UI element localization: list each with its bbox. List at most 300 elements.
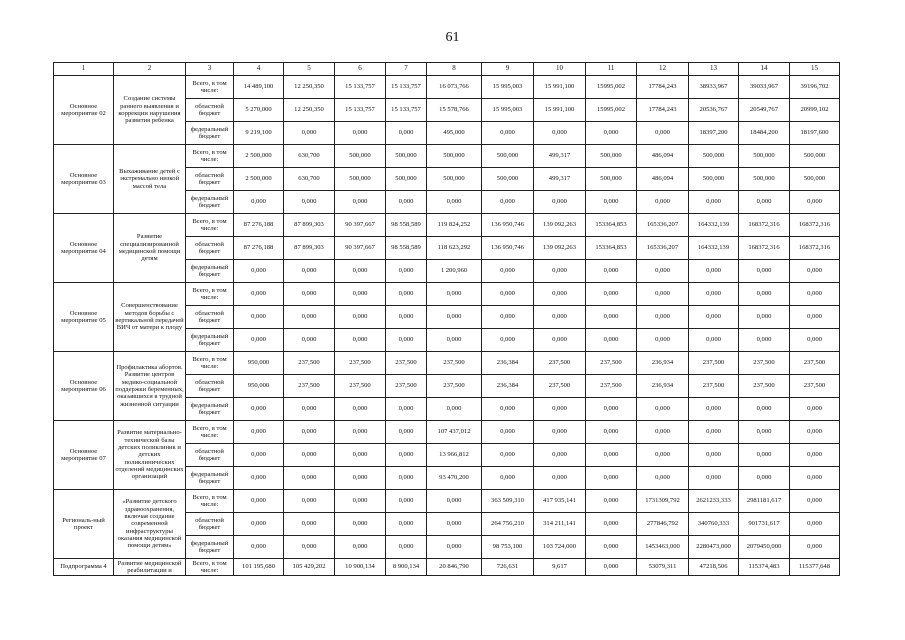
amount-cell: 237,500 xyxy=(284,352,335,375)
amount-cell: 39033,967 xyxy=(739,76,790,99)
amount-cell: 0,000 xyxy=(739,421,790,444)
amount-cell: 0,000 xyxy=(586,398,637,421)
amount-cell: 1453463,000 xyxy=(637,536,689,559)
amount-cell: 0,000 xyxy=(386,191,427,214)
amount-cell: 9,617 xyxy=(534,559,586,576)
amount-cell: 118 623,292 xyxy=(427,237,482,260)
measure-name: Основное мероприятие 06 xyxy=(54,352,114,421)
amount-cell: 0,000 xyxy=(284,306,335,329)
amount-cell: 0,000 xyxy=(386,306,427,329)
amount-cell: 500,000 xyxy=(482,168,534,191)
amount-cell: 0,000 xyxy=(284,398,335,421)
amount-cell: 0,000 xyxy=(790,513,840,536)
amount-cell: 0,000 xyxy=(534,306,586,329)
amount-cell: 277846,792 xyxy=(637,513,689,536)
amount-cell: 0,000 xyxy=(790,191,840,214)
amount-cell: 0,000 xyxy=(637,191,689,214)
amount-cell: 0,000 xyxy=(335,306,386,329)
amount-cell: 0,000 xyxy=(234,467,284,490)
amount-cell: 0,000 xyxy=(586,467,637,490)
funding-source: Всего, в том числе: xyxy=(186,421,234,444)
amount-cell: 0,000 xyxy=(335,122,386,145)
amount-cell: 0,000 xyxy=(586,191,637,214)
amount-cell: 0,000 xyxy=(386,283,427,306)
amount-cell: 0,000 xyxy=(637,283,689,306)
amount-cell: 0,000 xyxy=(234,260,284,283)
amount-cell: 15 995,003 xyxy=(482,76,534,99)
table-row xyxy=(54,421,840,444)
amount-cell: 136 950,746 xyxy=(482,237,534,260)
funding-source: федеральный бюджет xyxy=(186,398,234,421)
funding-source: Всего, в том числе: xyxy=(186,214,234,237)
amount-cell: 950,000 xyxy=(234,375,284,398)
amount-cell: 0,000 xyxy=(790,421,840,444)
amount-cell: 0,000 xyxy=(427,490,482,513)
amount-cell: 0,000 xyxy=(482,398,534,421)
amount-cell: 93 470,200 xyxy=(427,467,482,490)
column-number: 15 xyxy=(790,63,840,76)
amount-cell: 0,000 xyxy=(534,398,586,421)
amount-cell: 12 250,350 xyxy=(284,76,335,99)
amount-cell: 0,000 xyxy=(284,260,335,283)
amount-cell: 237,500 xyxy=(586,352,637,375)
amount-cell: 18484,200 xyxy=(739,122,790,145)
amount-cell: 0,000 xyxy=(386,421,427,444)
amount-cell: 500,000 xyxy=(427,145,482,168)
amount-cell: 237,500 xyxy=(534,375,586,398)
amount-cell: 87 899,303 xyxy=(284,237,335,260)
amount-cell: 0,000 xyxy=(689,444,739,467)
amount-cell: 0,000 xyxy=(284,122,335,145)
funding-source: федеральный бюджет xyxy=(186,536,234,559)
amount-cell: 168372,316 xyxy=(790,237,840,260)
amount-cell: 5 270,000 xyxy=(234,99,284,122)
amount-cell: 0,000 xyxy=(586,490,637,513)
column-number: 3 xyxy=(186,63,234,76)
amount-cell: 0,000 xyxy=(482,283,534,306)
amount-cell: 0,000 xyxy=(386,122,427,145)
amount-cell: 237,500 xyxy=(386,352,427,375)
amount-cell: 98 558,589 xyxy=(386,237,427,260)
amount-cell: 0,000 xyxy=(386,444,427,467)
amount-cell: 486,094 xyxy=(637,145,689,168)
amount-cell: 139 092,263 xyxy=(534,214,586,237)
amount-cell: 0,000 xyxy=(284,283,335,306)
amount-cell: 10 900,134 xyxy=(335,559,386,576)
column-number: 1 xyxy=(54,63,114,76)
funding-source: федеральный бюджет xyxy=(186,260,234,283)
amount-cell: 12 250,350 xyxy=(284,99,335,122)
amount-cell: 0,000 xyxy=(739,191,790,214)
amount-cell: 500,000 xyxy=(790,168,840,191)
amount-cell: 630,700 xyxy=(284,168,335,191)
measure-name: Основное мероприятие 02 xyxy=(54,76,114,145)
measure-description: Развитие материально-технической базы детских поликлиник и детских поликлинических отделений медицинских организаций xyxy=(114,421,186,490)
funding-source: областной бюджет xyxy=(186,168,234,191)
amount-cell: 0,000 xyxy=(689,306,739,329)
amount-cell: 237,500 xyxy=(335,375,386,398)
amount-cell: 0,000 xyxy=(482,122,534,145)
amount-cell: 500,000 xyxy=(427,168,482,191)
amount-cell: 0,000 xyxy=(427,536,482,559)
amount-cell: 15995,002 xyxy=(586,99,637,122)
amount-cell: 236,384 xyxy=(482,352,534,375)
amount-cell: 98 558,589 xyxy=(386,214,427,237)
amount-cell: 0,000 xyxy=(386,467,427,490)
amount-cell: 901731,617 xyxy=(739,513,790,536)
amount-cell: 0,000 xyxy=(739,306,790,329)
amount-cell: 0,000 xyxy=(234,329,284,352)
amount-cell: 87 276,188 xyxy=(234,214,284,237)
amount-cell: 340760,333 xyxy=(689,513,739,536)
amount-cell: 53079,311 xyxy=(637,559,689,576)
amount-cell: 0,000 xyxy=(586,306,637,329)
amount-cell: 0,000 xyxy=(534,260,586,283)
amount-cell: 0,000 xyxy=(586,536,637,559)
amount-cell: 115377,648 xyxy=(790,559,840,576)
amount-cell: 0,000 xyxy=(234,513,284,536)
table-row xyxy=(54,352,840,375)
amount-cell: 15 991,100 xyxy=(534,76,586,99)
amount-cell: 0,000 xyxy=(637,122,689,145)
amount-cell: 0,000 xyxy=(284,467,335,490)
amount-cell: 1731309,792 xyxy=(637,490,689,513)
amount-cell: 15 133,757 xyxy=(386,76,427,99)
amount-cell: 165336,207 xyxy=(637,237,689,260)
amount-cell: 0,000 xyxy=(790,467,840,490)
funding-table xyxy=(53,62,840,576)
amount-cell: 0,000 xyxy=(586,444,637,467)
amount-cell: 0,000 xyxy=(586,283,637,306)
funding-source: областной бюджет xyxy=(186,375,234,398)
amount-cell: 237,500 xyxy=(427,375,482,398)
amount-cell: 115374,483 xyxy=(739,559,790,576)
amount-cell: 2 500,000 xyxy=(234,168,284,191)
amount-cell: 0,000 xyxy=(637,398,689,421)
amount-cell: 0,000 xyxy=(586,559,637,576)
amount-cell: 17784,243 xyxy=(637,99,689,122)
funding-source: областной бюджет xyxy=(186,99,234,122)
amount-cell: 0,000 xyxy=(739,398,790,421)
amount-cell: 0,000 xyxy=(234,306,284,329)
amount-cell: 0,000 xyxy=(534,467,586,490)
amount-cell: 101 195,680 xyxy=(234,559,284,576)
amount-cell: 0,000 xyxy=(335,283,386,306)
amount-cell: 237,500 xyxy=(790,352,840,375)
amount-cell: 0,000 xyxy=(739,260,790,283)
amount-cell: 0,000 xyxy=(482,191,534,214)
amount-cell: 486,094 xyxy=(637,168,689,191)
funding-source: Всего, в том числе: xyxy=(186,559,234,576)
column-number: 10 xyxy=(534,63,586,76)
amount-cell: 0,000 xyxy=(284,513,335,536)
amount-cell: 20999,102 xyxy=(790,99,840,122)
amount-cell: 237,500 xyxy=(534,352,586,375)
page-number: 61 xyxy=(445,30,460,45)
amount-cell: 0,000 xyxy=(284,444,335,467)
amount-cell: 499,317 xyxy=(534,168,586,191)
amount-cell: 87 899,303 xyxy=(284,214,335,237)
header-row xyxy=(54,63,840,76)
amount-cell: 15 133,757 xyxy=(335,99,386,122)
measure-name: Основное мероприятие 04 xyxy=(54,214,114,283)
amount-cell: 15 578,766 xyxy=(427,99,482,122)
amount-cell: 0,000 xyxy=(427,513,482,536)
amount-cell: 0,000 xyxy=(234,490,284,513)
amount-cell: 237,500 xyxy=(427,352,482,375)
amount-cell: 237,500 xyxy=(386,375,427,398)
amount-cell: 0,000 xyxy=(637,306,689,329)
amount-cell: 499,317 xyxy=(534,145,586,168)
column-number: 14 xyxy=(739,63,790,76)
column-number: 7 xyxy=(386,63,427,76)
amount-cell: 9 219,100 xyxy=(234,122,284,145)
amount-cell: 0,000 xyxy=(234,398,284,421)
amount-cell: 0,000 xyxy=(534,283,586,306)
amount-cell: 98 753,100 xyxy=(482,536,534,559)
amount-cell: 18197,600 xyxy=(790,122,840,145)
amount-cell: 0,000 xyxy=(482,467,534,490)
amount-cell: 500,000 xyxy=(689,168,739,191)
amount-cell: 0,000 xyxy=(790,283,840,306)
amount-cell: 18397,200 xyxy=(689,122,739,145)
amount-cell: 8 900,134 xyxy=(386,559,427,576)
measure-description: Совершенствование методов борьбы с вертикальной передачей ВИЧ от матери к плоду xyxy=(114,283,186,352)
amount-cell: 0,000 xyxy=(586,260,637,283)
amount-cell: 0,000 xyxy=(534,329,586,352)
amount-cell: 0,000 xyxy=(790,490,840,513)
amount-cell: 0,000 xyxy=(739,329,790,352)
column-number: 4 xyxy=(234,63,284,76)
amount-cell: 0,000 xyxy=(689,260,739,283)
amount-cell: 20549,767 xyxy=(739,99,790,122)
amount-cell: 0,000 xyxy=(427,191,482,214)
measure-name: Региональ-ный проект xyxy=(54,490,114,559)
amount-cell: 237,500 xyxy=(586,375,637,398)
amount-cell: 20 846,790 xyxy=(427,559,482,576)
amount-cell: 0,000 xyxy=(739,444,790,467)
funding-source: Всего, в том числе: xyxy=(186,490,234,513)
table-row xyxy=(54,283,840,306)
amount-cell: 0,000 xyxy=(534,122,586,145)
amount-cell: 107 437,012 xyxy=(427,421,482,444)
amount-cell: 0,000 xyxy=(335,329,386,352)
amount-cell: 153364,853 xyxy=(586,237,637,260)
amount-cell: 0,000 xyxy=(534,421,586,444)
measure-description: Создание системы раннего выявления и коррекции нарушения развития ребенка xyxy=(114,76,186,145)
amount-cell: 500,000 xyxy=(335,168,386,191)
column-number: 11 xyxy=(586,63,637,76)
amount-cell: 0,000 xyxy=(427,398,482,421)
amount-cell: 0,000 xyxy=(335,260,386,283)
amount-cell: 168372,316 xyxy=(790,214,840,237)
amount-cell: 15 133,757 xyxy=(386,99,427,122)
amount-cell: 236,384 xyxy=(482,375,534,398)
amount-cell: 0,000 xyxy=(739,283,790,306)
amount-cell: 0,000 xyxy=(284,490,335,513)
amount-cell: 0,000 xyxy=(386,329,427,352)
amount-cell: 0,000 xyxy=(637,444,689,467)
measure-description: Выхаживание детей с экстремально низкой массой тела xyxy=(114,145,186,214)
amount-cell: 164332,139 xyxy=(689,214,739,237)
amount-cell: 139 092,263 xyxy=(534,237,586,260)
amount-cell: 0,000 xyxy=(335,398,386,421)
funding-source: областной бюджет xyxy=(186,513,234,536)
amount-cell: 2 500,000 xyxy=(234,145,284,168)
amount-cell: 39196,702 xyxy=(790,76,840,99)
column-number: 6 xyxy=(335,63,386,76)
amount-cell: 0,000 xyxy=(335,490,386,513)
measure-description: «Развитие детского здравоохранения, включая создание современной инфраструктуры оказания медицинской помощи детям» xyxy=(114,490,186,559)
amount-cell: 0,000 xyxy=(427,283,482,306)
column-number: 12 xyxy=(637,63,689,76)
amount-cell: 15995,002 xyxy=(586,76,637,99)
measure-description: Развитие специализированной медицинской помощи детям xyxy=(114,214,186,283)
funding-source: федеральный бюджет xyxy=(186,122,234,145)
amount-cell: 0,000 xyxy=(234,444,284,467)
amount-cell: 0,000 xyxy=(234,191,284,214)
amount-cell: 136 950,746 xyxy=(482,214,534,237)
amount-cell: 0,000 xyxy=(586,421,637,444)
amount-cell: 15 133,757 xyxy=(335,76,386,99)
amount-cell: 0,000 xyxy=(637,260,689,283)
amount-cell: 90 397,667 xyxy=(335,237,386,260)
amount-cell: 0,000 xyxy=(482,329,534,352)
amount-cell: 0,000 xyxy=(386,490,427,513)
amount-cell: 500,000 xyxy=(689,145,739,168)
column-number: 13 xyxy=(689,63,739,76)
amount-cell: 1 200,960 xyxy=(427,260,482,283)
amount-cell: 500,000 xyxy=(739,145,790,168)
amount-cell: 0,000 xyxy=(586,513,637,536)
amount-cell: 500,000 xyxy=(586,168,637,191)
amount-cell: 2280473,000 xyxy=(689,536,739,559)
amount-cell: 0,000 xyxy=(335,421,386,444)
amount-cell: 0,000 xyxy=(284,329,335,352)
funding-source: областной бюджет xyxy=(186,306,234,329)
amount-cell: 950,000 xyxy=(234,352,284,375)
amount-cell: 0,000 xyxy=(689,467,739,490)
amount-cell: 0,000 xyxy=(284,191,335,214)
measure-name: Основное мероприятие 03 xyxy=(54,145,114,214)
amount-cell: 47218,506 xyxy=(689,559,739,576)
amount-cell: 90 397,667 xyxy=(335,214,386,237)
amount-cell: 0,000 xyxy=(689,191,739,214)
amount-cell: 0,000 xyxy=(427,306,482,329)
amount-cell: 236,934 xyxy=(637,352,689,375)
amount-cell: 38933,967 xyxy=(689,76,739,99)
amount-cell: 236,934 xyxy=(637,375,689,398)
amount-cell: 165336,207 xyxy=(637,214,689,237)
measure-description: Профилактика абортов. Развитие центров медико-социальной поддержки беременных, оказавшихся в трудной жизненной ситуации xyxy=(114,352,186,421)
amount-cell: 2981181,617 xyxy=(739,490,790,513)
amount-cell: 13 966,812 xyxy=(427,444,482,467)
amount-cell: 0,000 xyxy=(284,421,335,444)
amount-cell: 2079450,000 xyxy=(739,536,790,559)
amount-cell: 0,000 xyxy=(284,536,335,559)
amount-cell: 0,000 xyxy=(689,329,739,352)
amount-cell: 314 211,141 xyxy=(534,513,586,536)
amount-cell: 0,000 xyxy=(586,329,637,352)
amount-cell: 264 756,210 xyxy=(482,513,534,536)
measure-name: Подпрограмма 4 xyxy=(54,559,114,576)
amount-cell: 500,000 xyxy=(386,168,427,191)
funding-source: Всего, в том числе: xyxy=(186,76,234,99)
amount-cell: 237,500 xyxy=(689,375,739,398)
amount-cell: 0,000 xyxy=(689,398,739,421)
amount-cell: 630,700 xyxy=(284,145,335,168)
amount-cell: 103 724,000 xyxy=(534,536,586,559)
amount-cell: 0,000 xyxy=(790,260,840,283)
funding-source: федеральный бюджет xyxy=(186,191,234,214)
amount-cell: 500,000 xyxy=(790,145,840,168)
funding-source: федеральный бюджет xyxy=(186,467,234,490)
amount-cell: 0,000 xyxy=(335,536,386,559)
amount-cell: 0,000 xyxy=(386,398,427,421)
funding-source: федеральный бюджет xyxy=(186,329,234,352)
amount-cell: 0,000 xyxy=(689,283,739,306)
amount-cell: 20536,767 xyxy=(689,99,739,122)
amount-cell: 0,000 xyxy=(482,260,534,283)
funding-source: Всего, в том числе: xyxy=(186,352,234,375)
amount-cell: 0,000 xyxy=(386,536,427,559)
amount-cell: 500,000 xyxy=(335,145,386,168)
amount-cell: 237,500 xyxy=(790,375,840,398)
amount-cell: 0,000 xyxy=(482,306,534,329)
funding-source: Всего, в том числе: xyxy=(186,145,234,168)
amount-cell: 237,500 xyxy=(739,352,790,375)
amount-cell: 105 429,202 xyxy=(284,559,335,576)
amount-cell: 0,000 xyxy=(234,536,284,559)
amount-cell: 0,000 xyxy=(335,467,386,490)
amount-cell: 17784,243 xyxy=(637,76,689,99)
amount-cell: 0,000 xyxy=(586,122,637,145)
amount-cell: 0,000 xyxy=(790,329,840,352)
amount-cell: 2621233,333 xyxy=(689,490,739,513)
column-number: 8 xyxy=(427,63,482,76)
amount-cell: 0,000 xyxy=(234,283,284,306)
amount-cell: 0,000 xyxy=(790,306,840,329)
amount-cell: 0,000 xyxy=(482,421,534,444)
column-number: 2 xyxy=(114,63,186,76)
amount-cell: 153364,853 xyxy=(586,214,637,237)
table-row xyxy=(54,214,840,237)
measure-name: Основное мероприятие 05 xyxy=(54,283,114,352)
amount-cell: 500,000 xyxy=(739,168,790,191)
table-row xyxy=(54,76,840,99)
amount-cell: 119 824,252 xyxy=(427,214,482,237)
amount-cell: 0,000 xyxy=(335,444,386,467)
amount-cell: 495,000 xyxy=(427,122,482,145)
amount-cell: 0,000 xyxy=(427,329,482,352)
amount-cell: 0,000 xyxy=(335,513,386,536)
amount-cell: 726,631 xyxy=(482,559,534,576)
amount-cell: 0,000 xyxy=(386,260,427,283)
amount-cell: 168372,316 xyxy=(739,237,790,260)
amount-cell: 0,000 xyxy=(234,421,284,444)
amount-cell: 0,000 xyxy=(790,444,840,467)
measure-name: Основное мероприятие 07 xyxy=(54,421,114,490)
amount-cell: 0,000 xyxy=(790,398,840,421)
amount-cell: 0,000 xyxy=(482,444,534,467)
funding-source: областной бюджет xyxy=(186,237,234,260)
amount-cell: 0,000 xyxy=(689,421,739,444)
amount-cell: 0,000 xyxy=(637,329,689,352)
amount-cell: 168372,316 xyxy=(739,214,790,237)
amount-cell: 500,000 xyxy=(482,145,534,168)
column-number: 5 xyxy=(284,63,335,76)
funding-source: Всего, в том числе: xyxy=(186,283,234,306)
